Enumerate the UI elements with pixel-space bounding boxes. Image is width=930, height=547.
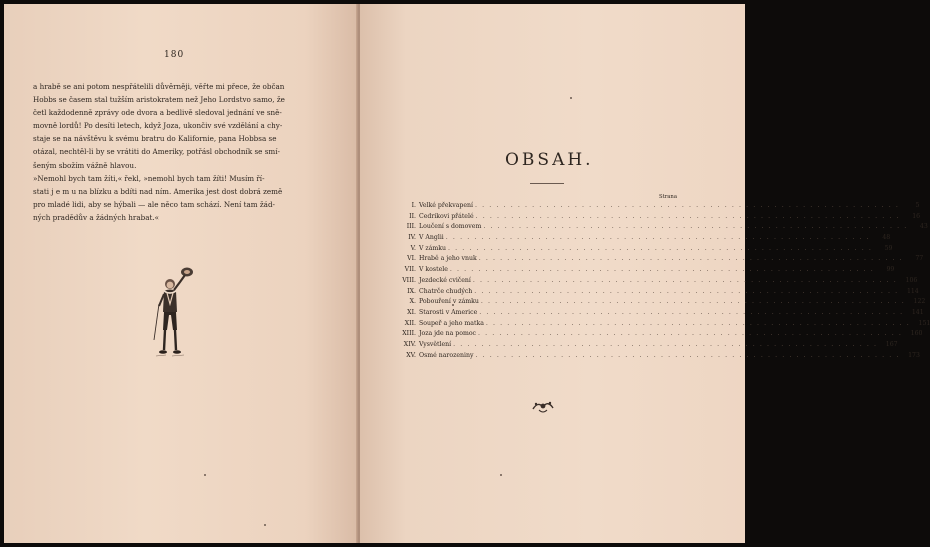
left-page xyxy=(4,4,358,543)
body-text xyxy=(33,80,298,224)
floral-ornament xyxy=(530,397,556,415)
dot-leader: . . . . . . . . . . . . . . . . . . . . . . . . . . . . . . . . . . . . . . . . . . . . . . . . . . . . . . . . . . . . xyxy=(474,287,899,295)
text-line: pro mladé lidi, aby se hýbali — ale něco tam schází. Není tam žád- xyxy=(33,199,275,209)
chapter-number: V. xyxy=(410,244,416,252)
title-divider xyxy=(530,183,564,184)
chapter-number: XV. xyxy=(406,351,416,359)
dot-leader: . . . . . . . . . . . . . . . . . . . . . . . . . . . . . . . . . . . . . . . . . . . . . . . . . . . . . . . . . . . . xyxy=(475,351,900,359)
dot-leader: . . . . . . . . . . . . . . . . . . . . . . . . . . . . . . . . . . . . . . . . . . . . . . . . . . . . . . . . . . . . xyxy=(472,276,898,284)
chapter-title: Cedrikovi přátelé xyxy=(419,212,474,220)
chapter-page: 5 xyxy=(915,202,920,209)
toc-entry xyxy=(385,265,895,276)
dot-leader: . . . . . . . . . . . . . . . . . . . . . . . . . . . . . . . . . . . . . . . . . . . . . . . . . . . . . . . . . . . . xyxy=(483,223,908,231)
chapter-page: 114 xyxy=(906,287,919,295)
chapter-number: VI. xyxy=(407,255,416,263)
text-line: Hobbs se časem stal tužším aristokratem než Jeho Lordstvo samo, že xyxy=(33,95,285,105)
toc-entry xyxy=(385,212,921,223)
text-line: ných pradědův a žádných hrabat.« xyxy=(33,212,160,222)
chapter-page: 141 xyxy=(911,308,924,316)
text-line: movně lordů! Po desíti letech, když Joza, ukončiv své vzdělání a chy- xyxy=(33,121,283,131)
dot-leader: . . . . . . . . . . . . . . . . . . . . . . . . . . . . . . . . . . . . . . . . . . . . . . . . . . . . . . . . . . . . xyxy=(478,330,903,338)
toc-entry xyxy=(385,340,898,351)
toc-entry xyxy=(385,233,891,244)
chapter-page: 59 xyxy=(884,244,893,252)
chapter-title: V kostele xyxy=(419,266,448,274)
chapter-title: Soupeř a jeho matka xyxy=(419,319,484,327)
chapter-number: VII. xyxy=(404,266,416,274)
dot-leader: . . . . . . . . . . . . . . . . . . . . . . . . . . . . . . . . . . . . . . . . . . . . . . . . . . . . . . . . . . . . xyxy=(445,234,871,242)
toc-entry xyxy=(385,254,924,265)
toc-entry xyxy=(385,244,893,255)
toc-entry xyxy=(385,276,918,287)
toc-entry xyxy=(385,329,923,340)
toc-entry xyxy=(385,351,920,362)
dot-leader: . . . . . . . . . . . . . . . . . . . . . . . . . . . . . . . . . . . . . . . . . . . . . . . . . . . . . . . . . . . . xyxy=(478,255,904,263)
chapter-title: V Anglii xyxy=(419,234,444,242)
text-line: otázal, nechtěl-li by se vrátiti do Ameriky, potřásl obchodník se smí- xyxy=(33,147,280,157)
chapter-page: 16 xyxy=(912,212,921,220)
chapter-number: XII. xyxy=(404,319,416,327)
chapter-number: VIII. xyxy=(402,276,416,284)
text-line: staje se na návštěvu k svému bratru do Kalifornie, pana Hobbsa se xyxy=(33,134,277,144)
dot-leader: . . . . . . . . . . . . . . . . . . . . . . . . . . . . . . . . . . . . . . . . . . . . . . . . . . . . . . . . . . . . xyxy=(479,308,904,316)
chapter-page: 43 xyxy=(919,223,928,231)
paper-speck xyxy=(264,524,266,526)
chapter-number: XIII. xyxy=(402,330,416,338)
dot-leader: . . . . . . . . . . . . . . . . . . . . . . . . . . . . . . . . . . . . . . . . . . . . . . . . . . . . . . . . . . . . xyxy=(453,340,878,348)
chapter-title: Starosti v Americe xyxy=(419,308,478,316)
paper-speck xyxy=(500,474,502,476)
toc-column-header: Strana xyxy=(658,194,677,200)
dot-leader: . . . . . . . . . . . . . . . . . . . . . . . . . . . . . . . . . . . . . . . . . . . . . . . . . . . . . . . . . . . . xyxy=(449,266,875,274)
dot-leader: . . . . . . . . . . . . . . . . . . . . . . . . . . . . . . . . . . . . . . . . . . . . . . . . . . . . . . . . . . . . xyxy=(485,319,911,327)
paper-speck xyxy=(570,97,572,99)
chapter-number: XIV. xyxy=(403,340,416,348)
text-line: šeným sbožím vážně hlavou. xyxy=(33,160,137,170)
text-line: »Nemohl bych tam žíti,« řekl, »nemohl bych tam žíti! Musím ří- xyxy=(33,173,265,183)
chapter-title: V zámku xyxy=(419,244,446,252)
chapter-title: Hrabě a jeho vnuk xyxy=(419,255,477,263)
dot-leader: . . . . . . . . . . . . . . . . . . . . . . . . . . . . . . . . . . . . . . . . . . . . . . . . . . . . . . . . . . . . xyxy=(475,212,901,220)
chapter-number: III. xyxy=(406,223,416,231)
dot-leader: . . . . . . . . . . . . . . . . . . . . . . . . . . . . . . . . . . . . . . . . . . . . . . . . . . . . . . . . . . . . xyxy=(448,244,873,252)
text-line: a hrabě se ani potom nespřátelili důvěrněji, věřte mi přece, že občan xyxy=(33,82,285,91)
chapter-title: Osmé narozeniny xyxy=(419,351,474,359)
chapter-page: 122 xyxy=(913,298,926,306)
chapter-number: I. xyxy=(411,202,416,209)
chapter-title: Joza jde na pomoc xyxy=(419,330,477,338)
chapter-number: IV. xyxy=(408,234,416,242)
table-of-contents xyxy=(385,194,930,361)
chapter-page: 77 xyxy=(915,255,924,263)
dot-leader: . . . . . . . . . . . . . . . . . . . . . . . . . . . . . . . . . . . . . . . . . . . . . . . . . . . . . . . . . . . . xyxy=(475,202,900,209)
chapter-title: Velké překvapení xyxy=(419,202,474,209)
chapter-number: II. xyxy=(409,212,416,220)
chapter-page: 167 xyxy=(885,340,898,348)
page-number: 180 xyxy=(164,50,185,60)
chapter-title: Chatrče chudých xyxy=(419,287,473,295)
chapter-number: IX. xyxy=(407,287,416,295)
chapter-title: Loučení s domovem xyxy=(419,223,482,231)
chapter-number: X. xyxy=(409,298,416,306)
text-line: četl každodenně zprávy ode dvora a bedlivě sledoval jednání ve sně- xyxy=(33,108,282,118)
boy-waving-hat-illustration xyxy=(150,260,198,364)
text-line: stati j e m u na blízku a bdíti nad ním. Amerika jest dost dobrá země xyxy=(33,186,283,196)
toc-entry xyxy=(385,222,928,233)
chapter-page: 106 xyxy=(905,276,918,284)
paper-speck xyxy=(204,474,206,476)
toc-entry xyxy=(385,287,919,298)
chapter-title: Vysvětlení xyxy=(419,340,452,348)
chapter-page: 151 xyxy=(918,319,930,327)
chapter-number: XI. xyxy=(407,308,416,316)
chapter-page: 160 xyxy=(910,330,923,338)
chapter-page: 48 xyxy=(882,234,891,242)
chapter-title: Jezdecké cvičení xyxy=(419,276,471,284)
toc-title: OBSAH. xyxy=(505,150,594,170)
chapter-page: 173 xyxy=(908,351,920,359)
toc-entry xyxy=(385,297,926,308)
dot-leader: . . . . . . . . . . . . . . . . . . . . . . . . . . . . . . . . . . . . . . . . . . . . . . . . . . . . . . . . . . . . xyxy=(480,298,906,306)
toc-entry xyxy=(385,201,920,212)
chapter-page: 99 xyxy=(886,266,895,274)
toc-entry xyxy=(385,308,924,319)
chapter-title: Pobouření v zámku xyxy=(419,298,479,306)
toc-entry xyxy=(385,319,930,330)
